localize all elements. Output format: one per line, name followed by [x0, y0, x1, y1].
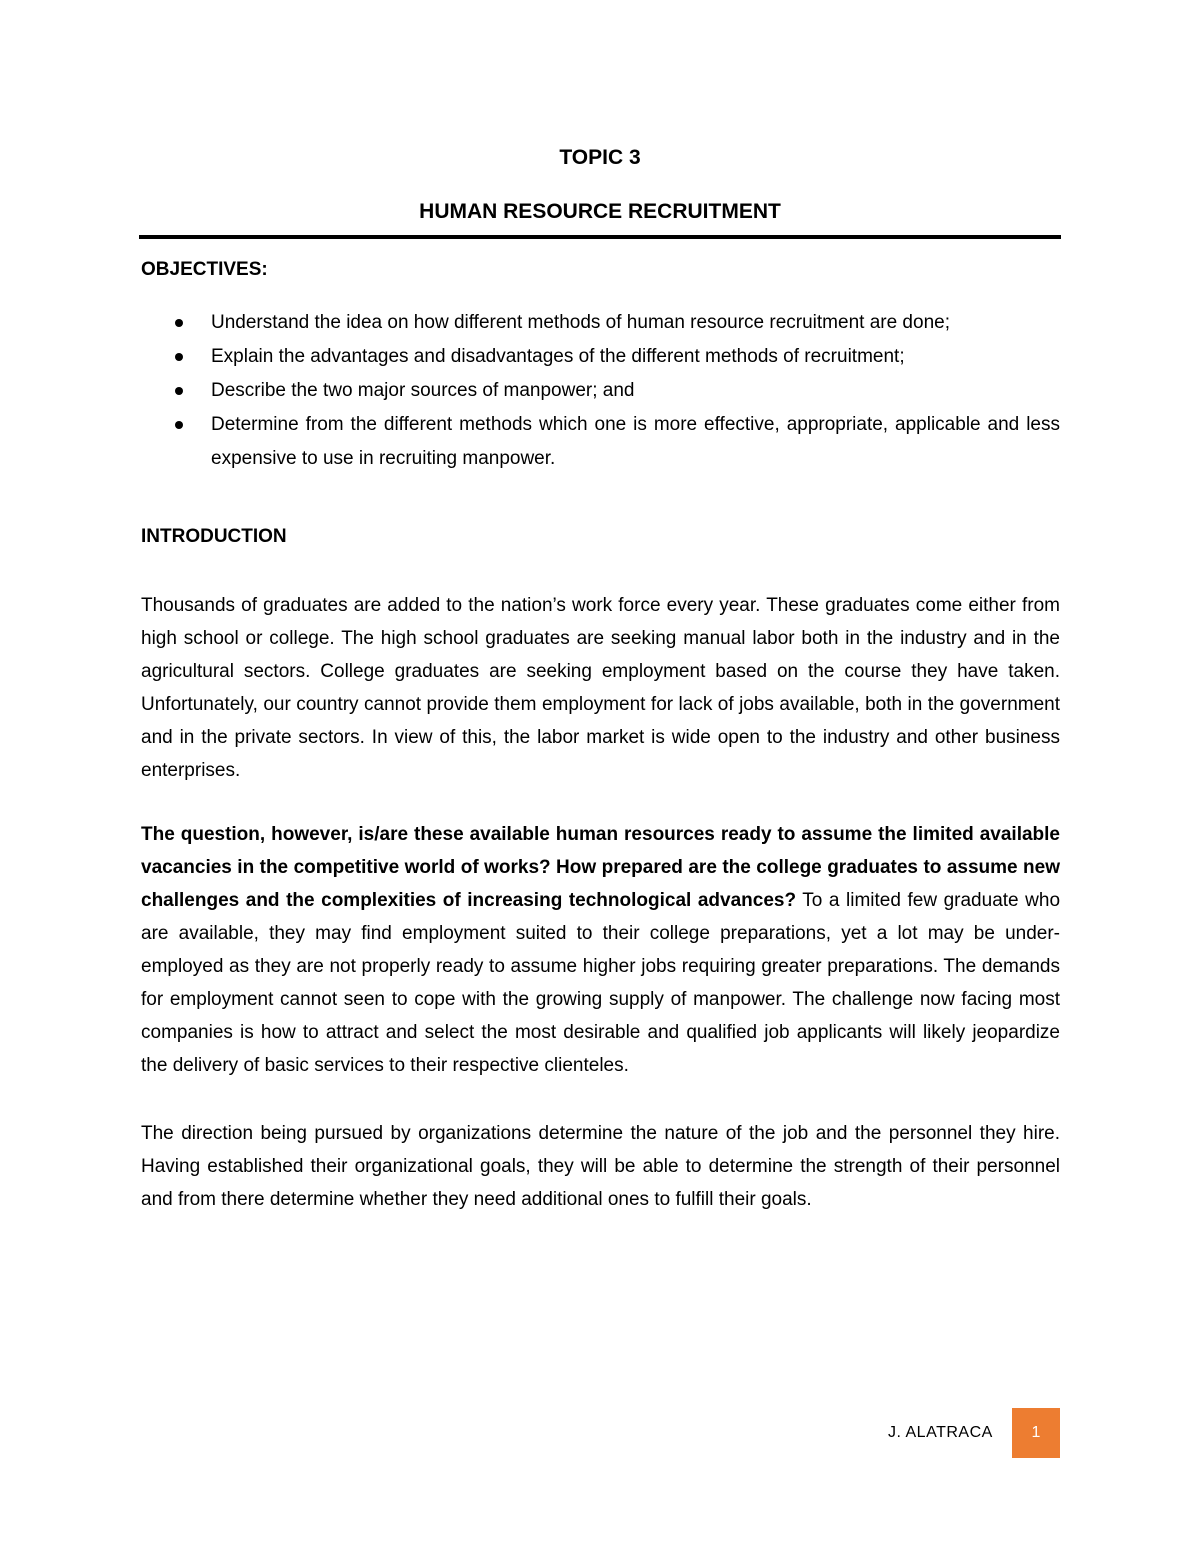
- page-title: HUMAN RESOURCE RECRUITMENT: [419, 200, 781, 223]
- objective-text: Explain the advantages and disadvantages of the different methods of recruitment;: [211, 346, 905, 367]
- bullet-icon: [175, 319, 183, 327]
- intro-paragraph-1: Thousands of graduates are added to the nation’s work force every year. These graduates come either from high school or college. The high school graduates are seeking manual labor both in the industry and in the agricultural sectors. College graduates are seeking employment based on the course they have taken. Unfortunately, our country cannot provide them employment for lack of jobs available, both in the government and in the private sectors. In view of this, the labor market is wide open to the industry and other business enterprises.: [141, 595, 1060, 781]
- title-divider: [139, 235, 1061, 239]
- intro-paragraph-2: [141, 818, 1060, 1082]
- intro-paragraph-2-bold: The question, however, is/are these available human resources ready to assume the limited available vacancies in the competitive world of works? How prepared are the college graduates to assume new challenges and the complexities of increasing technological advances?: [141, 824, 1060, 911]
- objective-item: [141, 306, 1060, 340]
- bullet-icon: [175, 387, 183, 395]
- introduction-heading: INTRODUCTION: [141, 526, 287, 547]
- objective-item: [141, 408, 1060, 476]
- intro-paragraph-2-rest: To a limited few graduate who are available, they may find employment suited to their college preparations, yet a lot may be under-employed as they are not properly ready to assume higher jobs requiring greater preparations. The demands for employment cannot seen to cope with the growing supply of manpower. The challenge now facing most companies is how to attract and select the most desirable and qualified job applicants will likely jeopardize the delivery of basic services to their respective clienteles.: [141, 890, 1061, 1076]
- topic-label: TOPIC 3: [559, 146, 641, 169]
- objectives-heading: OBJECTIVES:: [141, 259, 268, 280]
- bullet-icon: [175, 353, 183, 361]
- footer-author: J. ALATRACA: [888, 1424, 993, 1441]
- objective-text: Understand the idea on how different methods of human resource recruitment are done;: [211, 312, 950, 333]
- objective-text: Determine from the different methods which one is more effective, appropriate, applicable and less expensive to use in recruiting manpower.: [211, 414, 1060, 469]
- objectives-list: [141, 306, 1060, 476]
- page-number-badge: 1: [1012, 1408, 1060, 1458]
- objective-text: Describe the two major sources of manpower; and: [211, 380, 635, 401]
- bullet-icon: [175, 421, 183, 429]
- intro-paragraph-3: The direction being pursued by organizations determine the nature of the job and the personnel they hire. Having established their organizational goals, they will be able to determine the strength of their personnel and from there determine whether they need additional ones to fulfill their goals.: [141, 1123, 1060, 1210]
- objective-item: [141, 340, 1060, 374]
- objective-item: [141, 374, 1060, 408]
